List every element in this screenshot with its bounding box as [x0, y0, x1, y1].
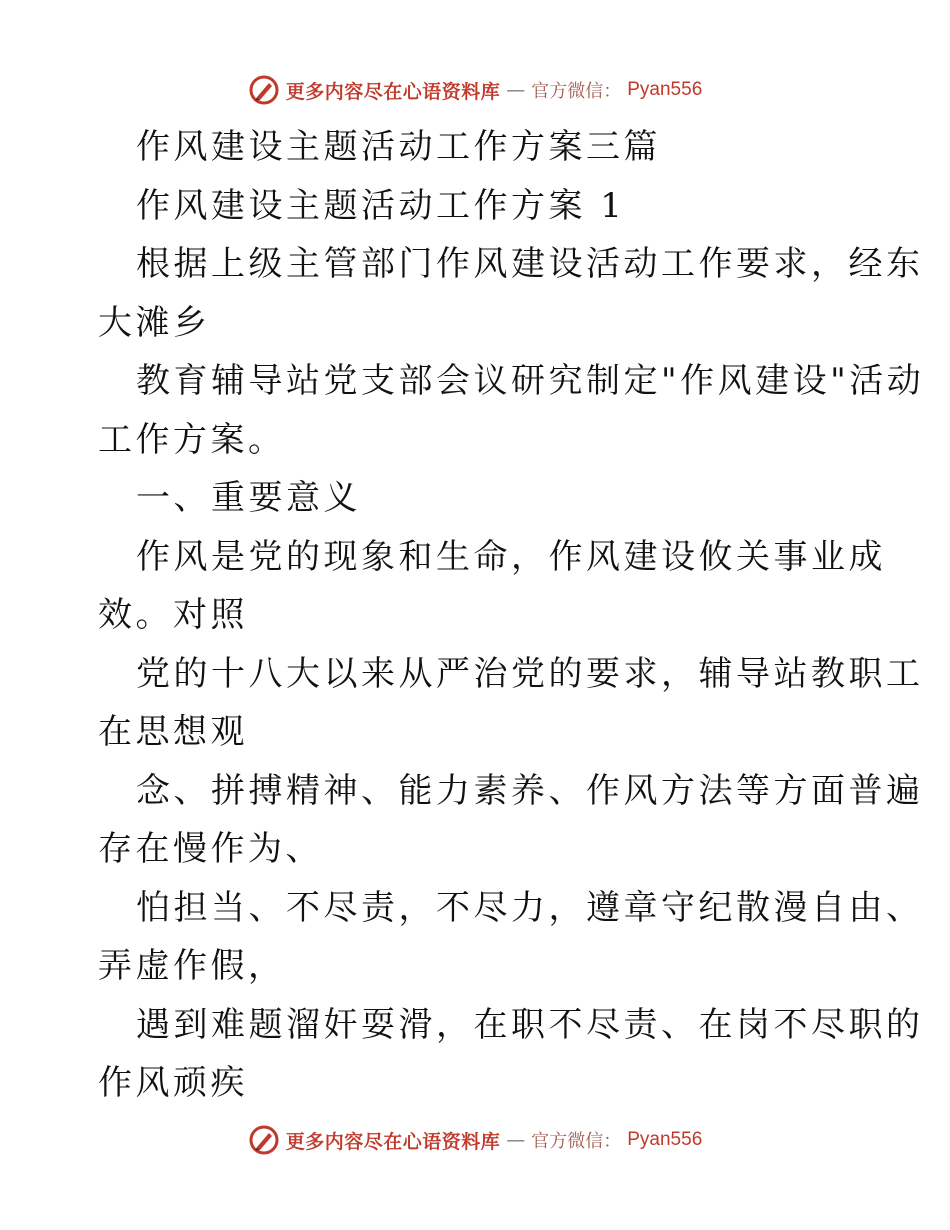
paragraph-line: 教育辅导站党支部会议研究制定"作风建设"活动 — [136, 361, 925, 401]
document-title: 作风建设主题活动工作方案三篇 — [136, 127, 661, 167]
paragraph-line: 党的十八大以来从严治党的要求，辅导站教职工 — [136, 653, 924, 694]
header-watermark-banner — [0, 72, 950, 108]
paragraph-line: 存在慢作为、 — [98, 829, 323, 869]
paragraph-line: 大滩乡 — [98, 302, 211, 343]
paragraph-line: 工作方案。 — [98, 419, 286, 460]
paragraph-line: 根据上级主管部门作风建设活动工作要求，经东 — [136, 244, 924, 284]
paragraph-line: 效。对照 — [98, 595, 248, 635]
paragraph-line: 在思想观 — [98, 712, 248, 752]
wechat-label: 官方微信： — [531, 1131, 622, 1152]
site-name-text: 更多内容尽在心语资料库 — [285, 1130, 501, 1153]
paragraph-line: 念、拼搏精神、能力素养、作风方法等方面普遍 — [136, 770, 924, 811]
ink-pen-logo-icon — [248, 1124, 280, 1156]
wechat-id: Pyan556 — [627, 79, 703, 100]
banner-separator: — — [506, 1129, 526, 1151]
paragraph-line: 弄虚作假， — [98, 946, 286, 986]
wechat-id: Pyan556 — [627, 1129, 703, 1150]
site-name-text: 更多内容尽在心语资料库 — [285, 80, 501, 103]
document-body — [98, 118, 925, 1113]
section-heading: 作风建设主题活动工作方案 1 — [136, 185, 626, 226]
banner-separator: — — [506, 79, 526, 101]
paragraph-line: 怕担当、不尽责，不尽力，遵章守纪散漫自由、 — [136, 887, 924, 928]
paragraph-line: 作风顽疾 — [98, 1063, 248, 1103]
subsection-heading: 一、重要意义 — [136, 478, 361, 518]
paragraph-line: 遇到难题溜奸耍滑，在职不尽责、在岗不尽职的 — [136, 1004, 924, 1045]
paragraph-line: 作风是党的现象和生命，作风建设攸关事业成 — [136, 536, 886, 577]
footer-watermark-banner — [0, 1122, 950, 1158]
wechat-label: 官方微信： — [531, 81, 622, 102]
ink-pen-logo-icon — [248, 74, 280, 106]
